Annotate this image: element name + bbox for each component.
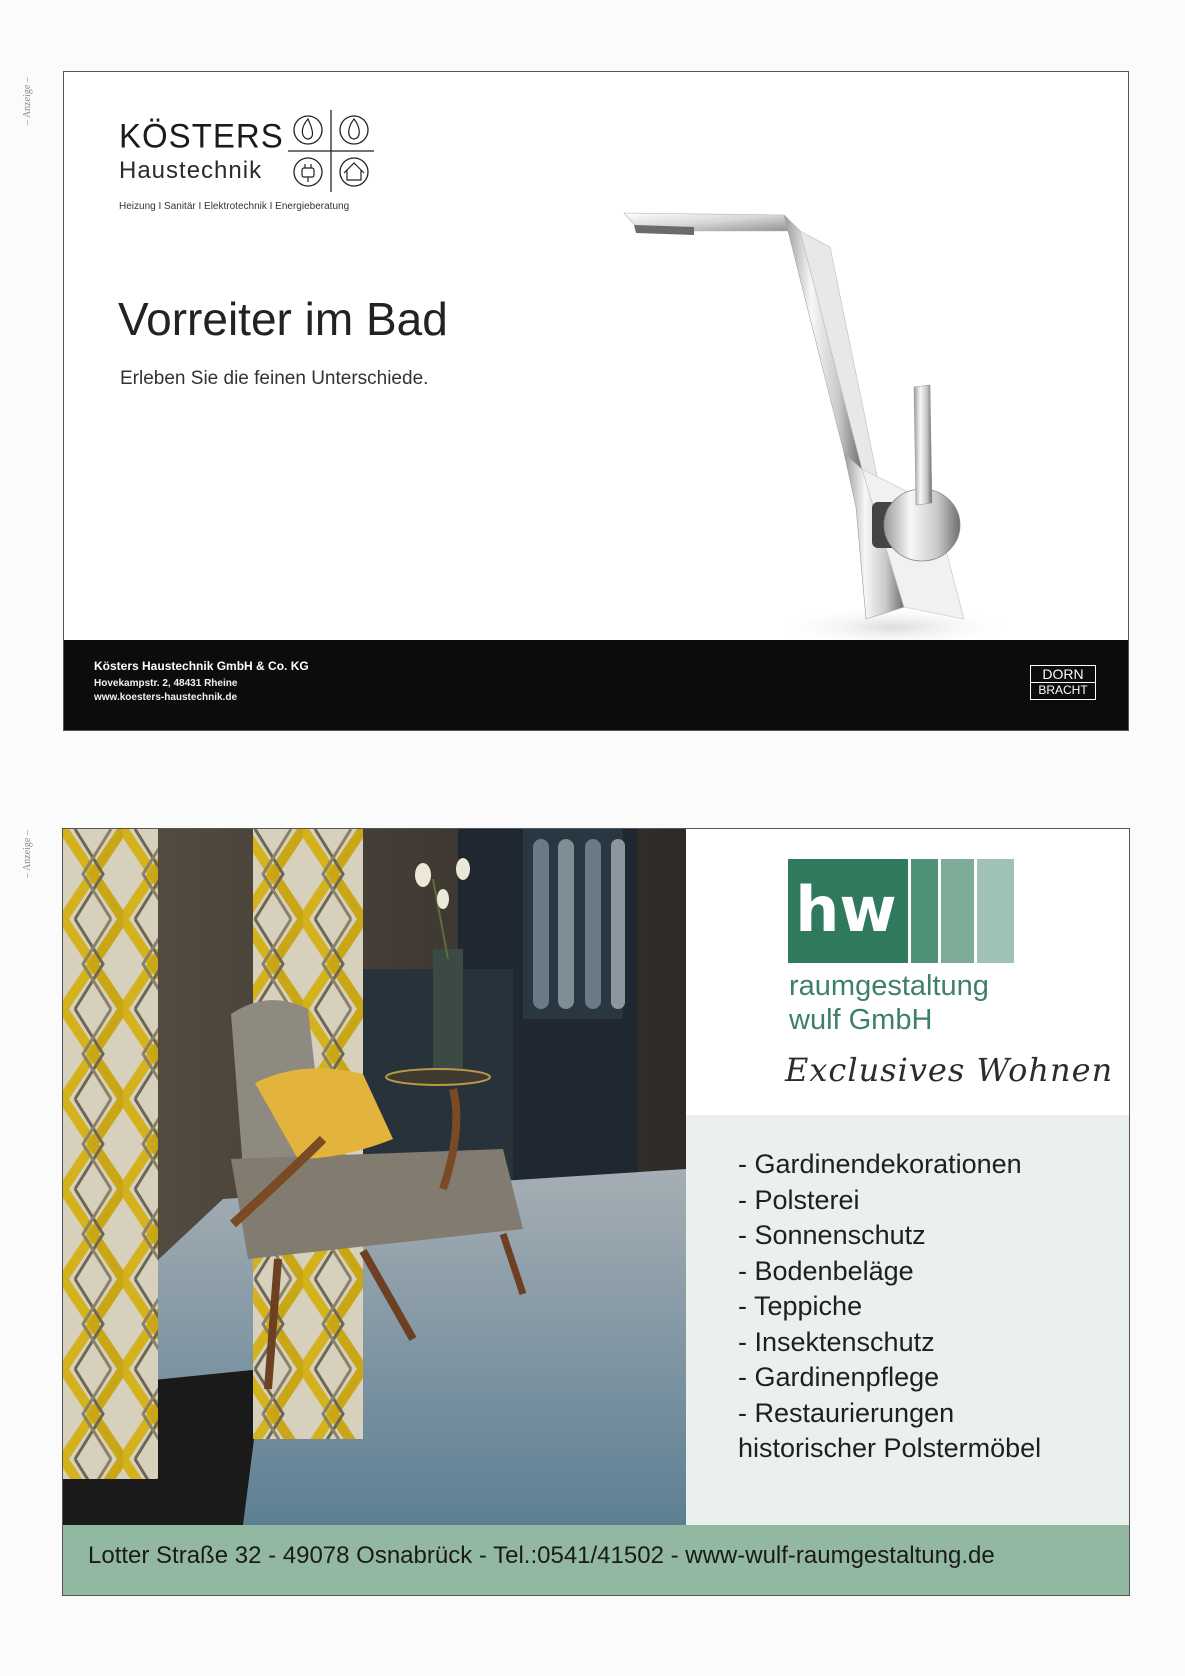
anzeige-label-bottom: – Anzeige – <box>22 830 33 878</box>
koesters-brand: KÖSTERS <box>119 116 284 155</box>
dornbracht-logo <box>1030 665 1096 700</box>
koesters-brand-sub: Haustechnik <box>119 157 263 184</box>
service-item: - Gardinendekorationen <box>738 1149 1022 1179</box>
wulf-name-line1: raumgestaltung <box>789 970 989 1002</box>
koesters-address: Hovekampstr. 2, 48431 Rheine <box>94 678 238 689</box>
wulf-company-name <box>789 969 989 1037</box>
wulf-address-bar <box>63 1525 1129 1595</box>
wulf-services-list <box>738 1147 1041 1467</box>
hw-logo-icon <box>788 859 1028 963</box>
koesters-services: Heizung I Sanitär I Elektrotechnik I Energieberatung <box>119 201 350 212</box>
koesters-advertisement <box>63 71 1129 731</box>
service-item: - Bodenbeläge <box>738 1255 914 1286</box>
dornbracht-line1: DORN <box>1042 666 1084 682</box>
anzeige-label-top: – Anzeige – <box>22 77 33 125</box>
wulf-advertisement <box>62 828 1130 1596</box>
wulf-slogan: Exclusives Wohnen <box>785 1051 1114 1089</box>
bathroom-faucet-image <box>604 207 1044 667</box>
service-item: - Sonnenschutz <box>738 1220 926 1250</box>
service-item: - Teppiche <box>738 1291 863 1321</box>
dornbracht-line2: BRACHT <box>1031 682 1095 698</box>
service-item: - Gardinenpflege <box>738 1362 940 1392</box>
koesters-quadrant-logo-icon <box>286 108 376 194</box>
interior-photo-curtain-chair <box>63 829 686 1525</box>
service-item: - Insektenschutz <box>738 1326 935 1357</box>
koesters-company: Kösters Haustechnik GmbH & Co. KG <box>94 659 309 673</box>
koesters-footer <box>64 640 1128 730</box>
wulf-address-line: Lotter Straße 32 - 49078 Osnabrück - Tel.:0541/41502 - www-wulf-raumgestaltung.de <box>88 1542 995 1569</box>
wulf-services-panel <box>686 1115 1129 1527</box>
koesters-headline: Vorreiter im Bad <box>118 293 448 345</box>
service-item: historischer Polstermöbel <box>738 1433 1042 1463</box>
hw-logo-bar-1 <box>911 859 938 963</box>
koesters-website[interactable]: www.koesters-haustechnik.de <box>94 692 238 703</box>
hw-logo-letters: hw <box>795 873 897 946</box>
service-item: - Restaurierungen <box>738 1397 955 1428</box>
service-item: - Polsterei <box>738 1184 860 1215</box>
wulf-name-line2: wulf GmbH <box>789 1004 933 1036</box>
koesters-tagline: Erleben Sie die feinen Unterschiede. <box>120 368 429 389</box>
